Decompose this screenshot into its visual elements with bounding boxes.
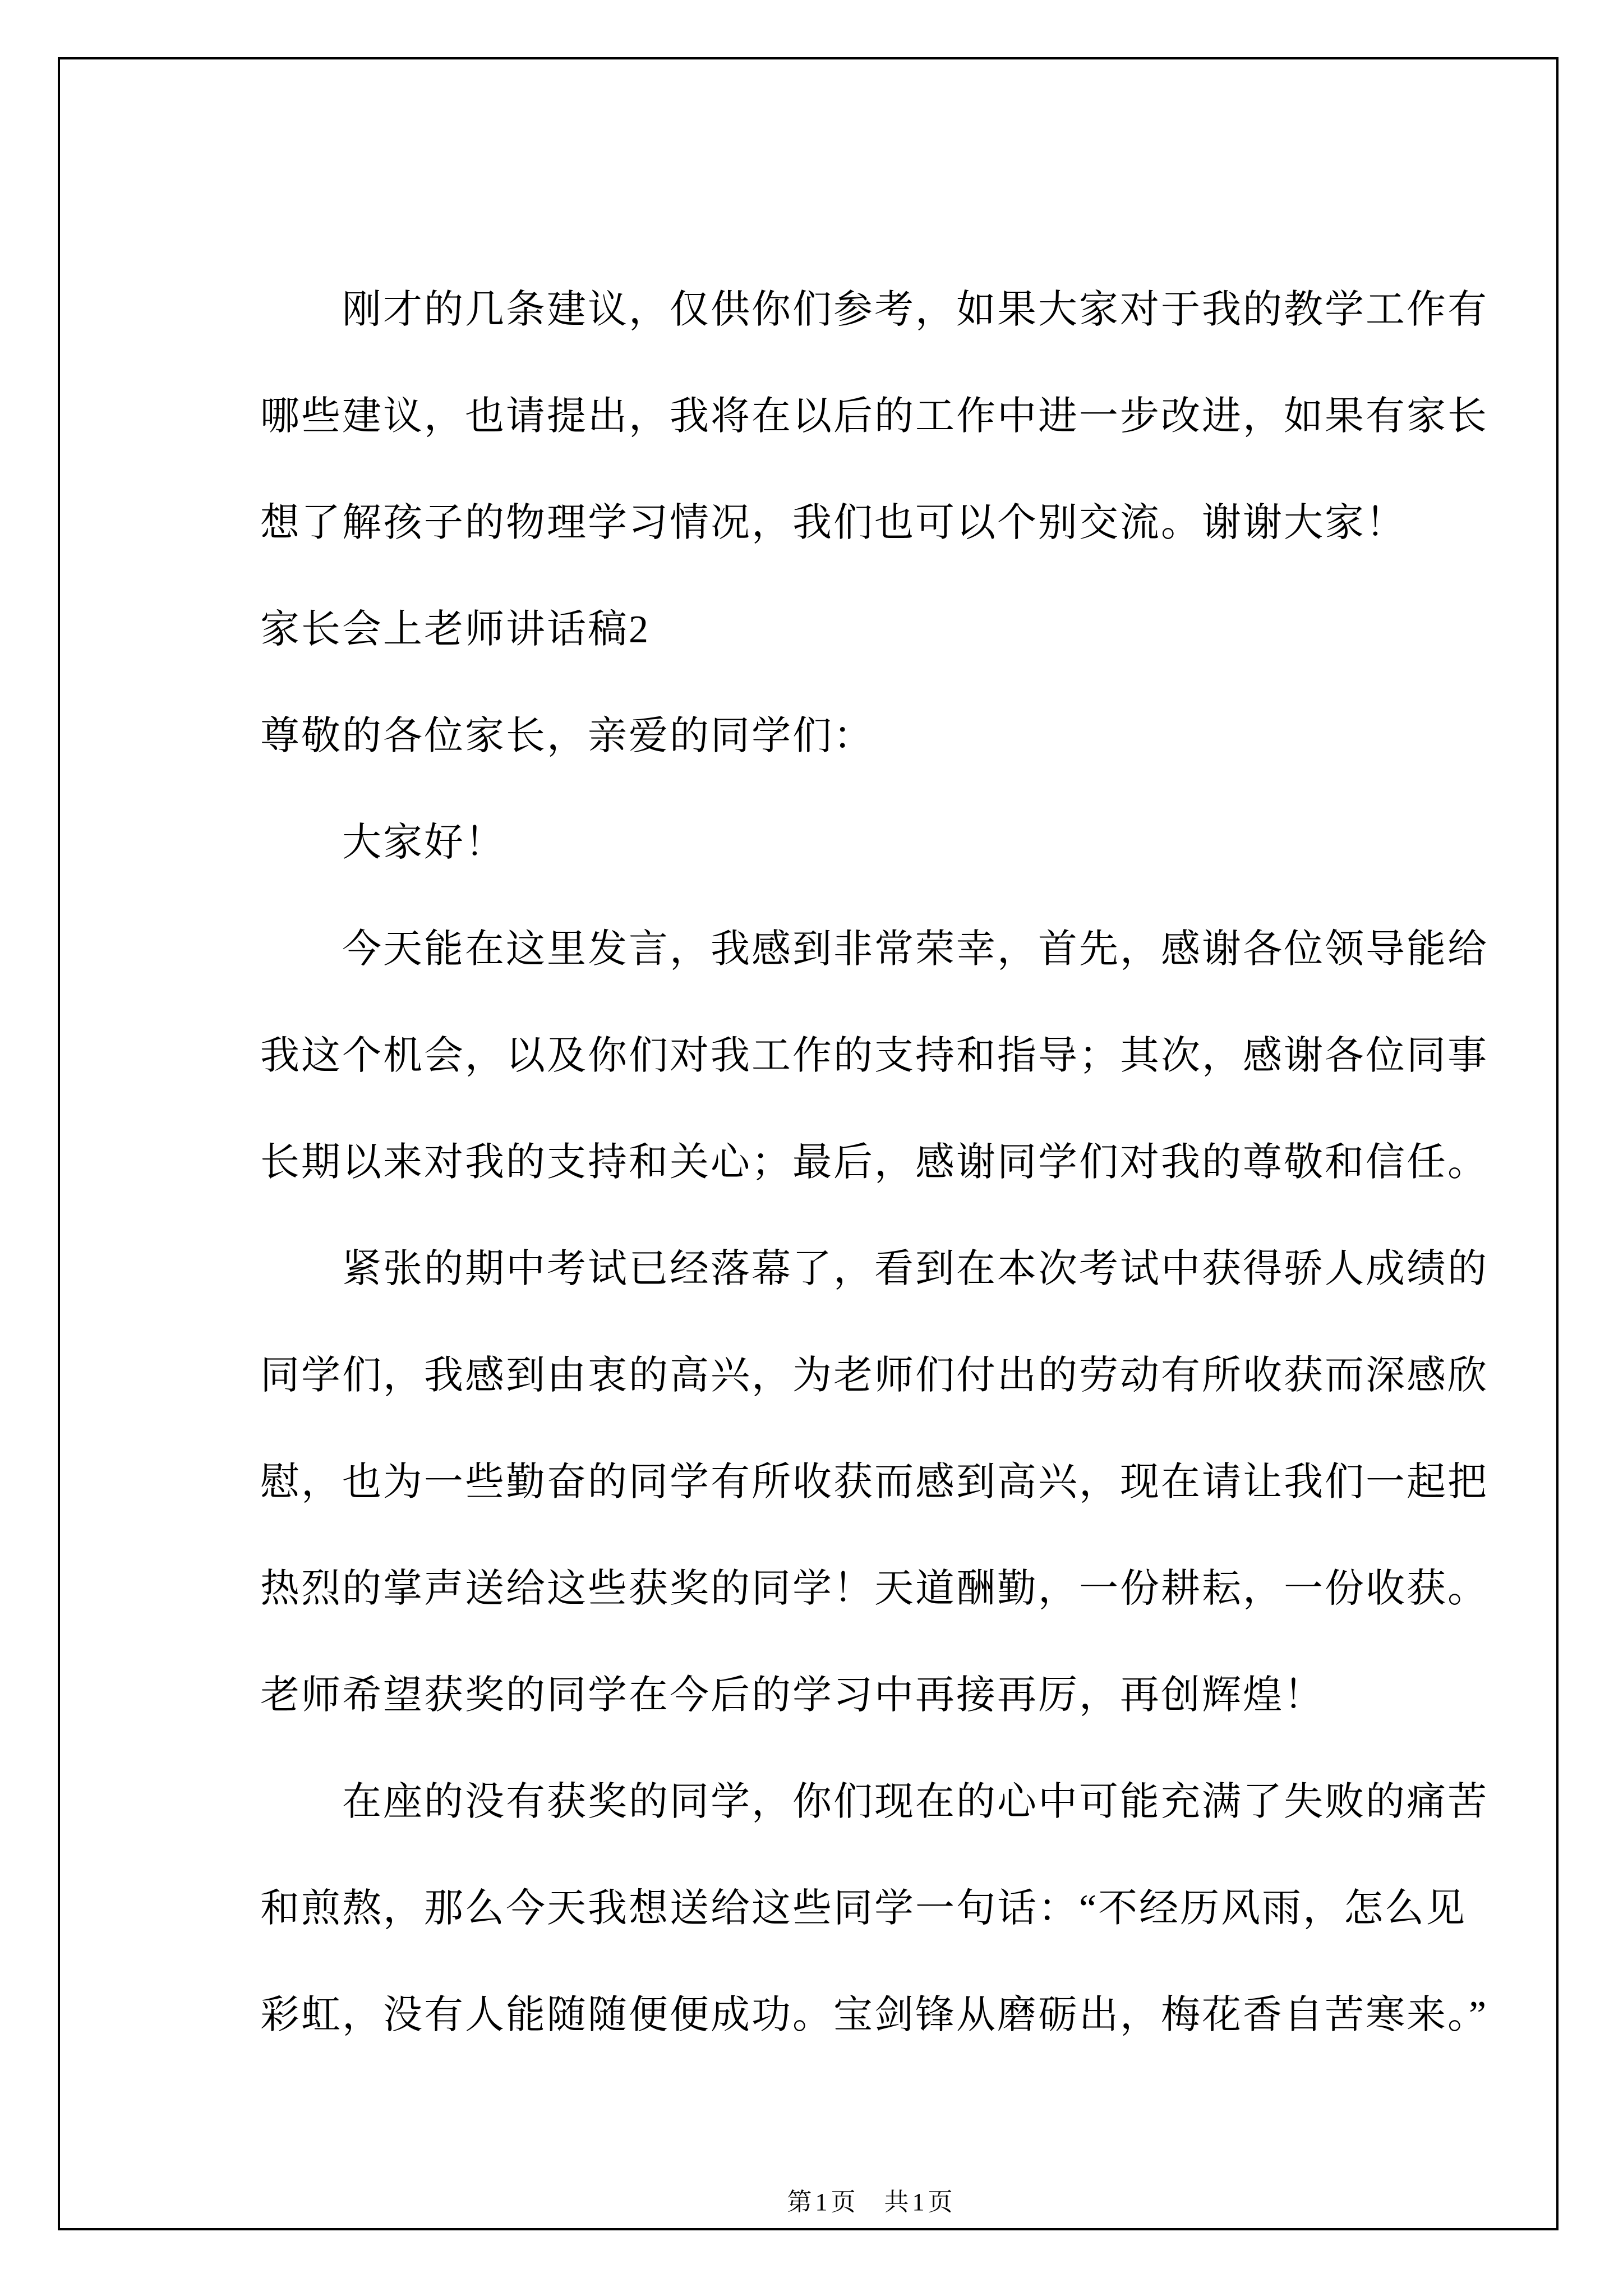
text-line: 在座的没有获奖的同学，你们现在的心中可能充满了失败的痛苦 (260, 1780, 1488, 1824)
text-line: 慰，也为一些勤奋的同学有所收获而感到高兴，现在请让我们一起把 (260, 1461, 1488, 1504)
text-line: 和煎熬，那么今天我想送给这些同学一句话：“不经历风雨，怎么见 (260, 1887, 1467, 1930)
text-line: 哪些建议，也请提出，我将在以后的工作中进一步改进，如果有家长 (260, 395, 1488, 438)
page-border (58, 57, 1559, 2230)
text-line: 今天能在这里发言，我感到非常荣幸，首先，感谢各位领导能给 (260, 928, 1488, 971)
text-line: 大家好！ (260, 821, 506, 864)
text-line: 刚才的几条建议，仅供你们参考，如果大家对于我的教学工作有 (260, 288, 1488, 332)
text-line: 想了解孩子的物理学习情况，我们也可以个别交流。谢谢大家！ (260, 501, 1407, 545)
text-line: 老师希望获奖的同学在今后的学习中再接再厉，再创辉煌！ (260, 1674, 1325, 1717)
text-line: 长期以来对我的支持和关心；最后，感谢同学们对我的尊敬和信任。 (260, 1141, 1488, 1184)
text-line: 我这个机会，以及你们对我工作的支持和指导；其次，感谢各位同事 (260, 1034, 1488, 1078)
salutation-line: 尊敬的各位家长，亲爱的同学们： (260, 715, 874, 758)
page-footer: 第1页 共1页 (787, 2188, 956, 2216)
text-line: 彩虹，没有人能随随便便成功。宝剑锋从磨砺出，梅花香自苦寒来。” (260, 1994, 1488, 2037)
text-block (260, 257, 1500, 2069)
text-line: 热烈的掌声送给这些获奖的同学！天道酬勤，一份耕耘，一份收获。 (260, 1567, 1488, 1611)
text-line: 紧张的期中考试已经落幕了，看到在本次考试中获得骄人成绩的 (260, 1248, 1488, 1291)
text-line: 同学们，我感到由衷的高兴，为老师们付出的劳动有所收获而深感欣 (260, 1354, 1488, 1397)
speech-title-line: 家长会上老师讲话稿2 (260, 608, 650, 651)
